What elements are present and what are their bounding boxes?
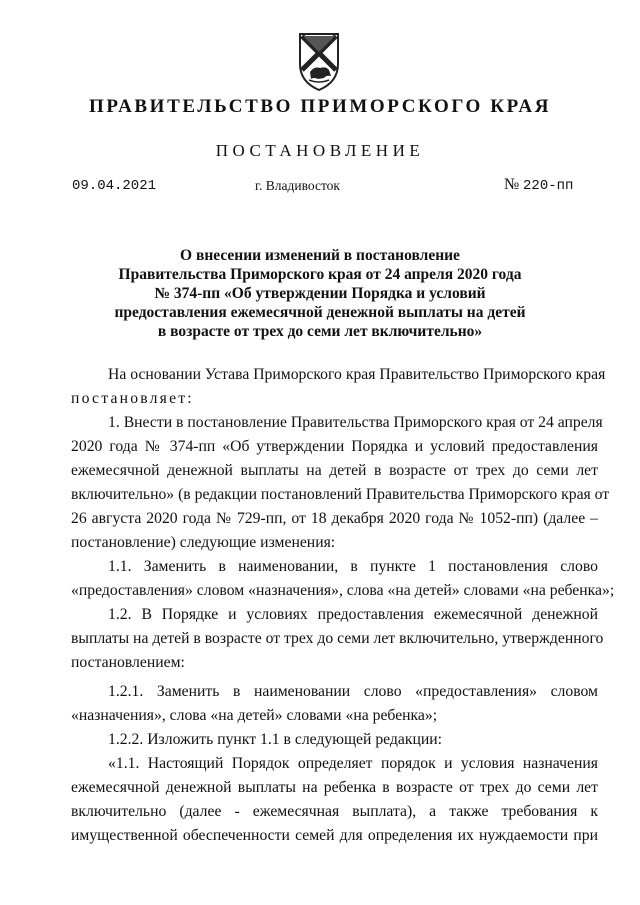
document-type: ПОСТАНОВЛЕНИЕ bbox=[215, 141, 425, 160]
body-line: 26 августа 2020 года № 729-пп, от 18 декабря 2020 года № 1052-пп) (далее – bbox=[71, 510, 598, 527]
body-line: ежемесячной денежной выплаты на детей в возрасте от трех до семи лет bbox=[71, 462, 598, 479]
coat-of-arms-emblem bbox=[296, 30, 342, 92]
body-line: включительно» (в редакции постановлений Правительства Приморского края от bbox=[71, 486, 610, 503]
body-line: постановление) следующие изменения: bbox=[71, 534, 336, 551]
body-line: включительно (далее - ежемесячная выплата), а также требования к bbox=[71, 803, 598, 820]
body-line: имущественной обеспеченности семей для определения их нуждаемости при bbox=[71, 827, 598, 844]
body-line: 1.2.1. Заменить в наименовании слово «предоставления» словом bbox=[108, 683, 598, 700]
body-line: выплаты на детей в возрасте от трех до семи лет включительно, утвержденного bbox=[71, 630, 604, 647]
number-value: 220-пп bbox=[523, 178, 574, 194]
number-sign: № bbox=[504, 176, 520, 193]
document-date: 09.04.2021 bbox=[72, 178, 157, 194]
subject-line: Правительства Приморского края от 24 апреля 2020 года bbox=[118, 266, 522, 283]
body-line: постановлением: bbox=[71, 654, 185, 671]
document-number bbox=[504, 176, 573, 194]
government-title: ПРАВИТЕЛЬСТВО ПРИМОРСКОГО КРАЯ bbox=[88, 96, 552, 117]
body-line: «назначения», слова «на детей» словами «на ребенка»; bbox=[71, 707, 438, 724]
document-subject bbox=[100, 246, 540, 341]
body-line: 1. Внести в постановление Правительства Приморского края от 24 апреля bbox=[108, 414, 603, 431]
subject-line: О внесении изменений в постановление bbox=[180, 247, 460, 264]
document-city: г. Владивосток bbox=[255, 178, 340, 193]
body-line: 1.1. Заменить в наименовании, в пункте 1 постановления слово bbox=[108, 558, 598, 575]
body-line: 1.2. В Порядке и условиях предоставления ежемесячной денежной bbox=[108, 606, 598, 623]
body-line: «предоставления» словом «назначения», слова «на детей» словами «на ребенка»; bbox=[71, 582, 615, 599]
body-line: постановляет: bbox=[71, 390, 194, 407]
subject-line: предоставления ежемесячной денежной выплаты на детей bbox=[114, 304, 526, 321]
body-line: «1.1. Настоящий Порядок определяет порядок и условия назначения bbox=[108, 755, 598, 772]
body-line: На основании Устава Приморского края Правительство Приморского края bbox=[108, 366, 606, 383]
body-line: 1.2.2. Изложить пункт 1.1 в следующей редакции: bbox=[108, 731, 443, 748]
body-line: 2020 года № 374-пп «Об утверждении Порядка и условий предоставления bbox=[71, 438, 598, 455]
subject-line: № 374-пп «Об утверждении Порядка и условий bbox=[154, 285, 486, 302]
body-line: ежемесячной денежной выплаты на ребенка в возрасте от трех до семи лет bbox=[71, 779, 598, 796]
subject-line: в возрасте от трех до семи лет включительно» bbox=[157, 323, 483, 340]
